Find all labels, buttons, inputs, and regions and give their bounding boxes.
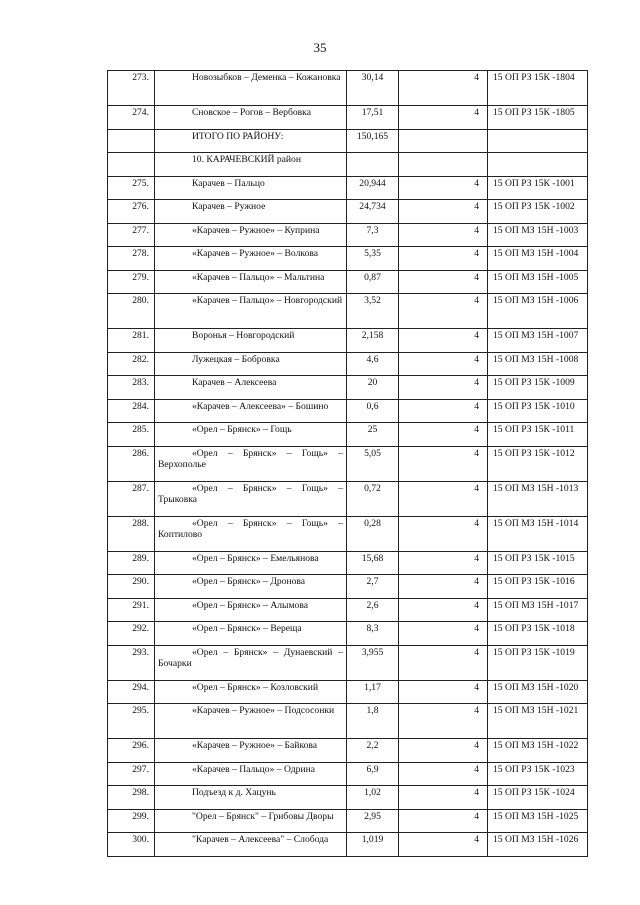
row-number-cell: 281.	[108, 329, 155, 353]
road-name-cell	[155, 739, 347, 763]
row-number-cell	[108, 129, 155, 153]
road-code-cell	[488, 153, 588, 177]
row-number-cell: 298.	[108, 786, 155, 810]
row-number-cell: 290.	[108, 575, 155, 599]
road-name-cell	[155, 809, 347, 833]
row-number-cell: 279.	[108, 270, 155, 294]
row-number-cell: 285.	[108, 423, 155, 447]
road-name-cell	[155, 680, 347, 704]
road-name-text: ИТОГО ПО РАЙОНУ:	[192, 130, 284, 142]
road-code-cell: 15 ОП РЗ 15К -1805	[488, 106, 588, 130]
row-number-cell: 274.	[108, 106, 155, 130]
road-name-cell	[155, 329, 347, 353]
category-cell: 4	[399, 598, 488, 622]
row-number-cell: 284.	[108, 399, 155, 423]
table-row	[108, 129, 588, 153]
table-row	[108, 352, 588, 376]
length-cell: 5,05	[347, 446, 399, 481]
table-row	[108, 399, 588, 423]
road-code-cell: 15 ОП МЗ 15Н -1026	[488, 833, 588, 857]
table-row	[108, 622, 588, 646]
table-row	[108, 786, 588, 810]
category-cell: 4	[399, 399, 488, 423]
road-name-cell	[155, 446, 347, 481]
road-code-cell: 15 ОП МЗ 15Н -1007	[488, 329, 588, 353]
road-name-cell	[155, 153, 347, 177]
road-name-cell	[155, 481, 347, 516]
road-name-text: «Карачев – Пальцо» – Новгородский	[192, 295, 343, 306]
row-number-cell: 288.	[108, 516, 155, 551]
table-row	[108, 446, 588, 481]
row-number-cell: 273.	[108, 71, 155, 106]
road-name-text: Подъезд к д. Хацунь	[192, 787, 276, 798]
length-cell: 2,95	[347, 809, 399, 833]
table-row	[108, 680, 588, 704]
road-code-cell: 15 ОП РЗ 15К -1023	[488, 762, 588, 786]
row-number-cell: 292.	[108, 622, 155, 646]
length-cell: 25	[347, 423, 399, 447]
roads-table	[107, 70, 588, 857]
length-cell: 15,68	[347, 551, 399, 575]
road-code-cell: 15 ОП РЗ 15К -1018	[488, 622, 588, 646]
road-code-cell: 15 ОП МЗ 15Н -1005	[488, 270, 588, 294]
table-row	[108, 153, 588, 177]
row-number-cell: 289.	[108, 551, 155, 575]
road-name-cell	[155, 200, 347, 224]
length-cell: 24,734	[347, 200, 399, 224]
road-code-cell: 15 ОП МЗ 15Н -1014	[488, 516, 588, 551]
table-row	[108, 762, 588, 786]
road-name-cell	[155, 270, 347, 294]
length-cell: 30,14	[347, 71, 399, 106]
category-cell: 4	[399, 739, 488, 763]
category-cell: 4	[399, 176, 488, 200]
category-cell: 4	[399, 833, 488, 857]
table-row	[108, 809, 588, 833]
road-name-text: «Карачев – Ружное» – Волкова	[192, 248, 319, 259]
length-cell: 1,019	[347, 833, 399, 857]
road-name-cell	[155, 223, 347, 247]
road-name-cell	[155, 106, 347, 130]
category-cell: 4	[399, 809, 488, 833]
road-name-text: «Орел – Брянск» – Козловский	[192, 681, 319, 693]
category-cell: 4	[399, 622, 488, 646]
table-row	[108, 71, 588, 106]
category-cell: 4	[399, 294, 488, 329]
length-cell: 3,955	[347, 645, 399, 680]
road-name-text: Лужецкая – Бобровка	[192, 353, 280, 365]
road-code-cell: 15 ОП РЗ 15К -1009	[488, 376, 588, 400]
row-number-cell: 299.	[108, 809, 155, 833]
category-cell: 4	[399, 247, 488, 271]
category-cell: 4	[399, 516, 488, 551]
row-number-cell: 283.	[108, 376, 155, 400]
category-cell: 4	[399, 106, 488, 130]
length-cell: 4,6	[347, 352, 399, 376]
category-cell: 4	[399, 575, 488, 599]
category-cell: 4	[399, 270, 488, 294]
road-name-cell	[155, 704, 347, 739]
road-code-cell: 15 ОП РЗ 15К -1012	[488, 446, 588, 481]
table-row	[108, 516, 588, 551]
road-name-cell	[155, 176, 347, 200]
category-cell: 4	[399, 786, 488, 810]
table-row	[108, 176, 588, 200]
road-name-cell	[155, 71, 347, 106]
road-name-cell	[155, 833, 347, 857]
row-number-cell: 297.	[108, 762, 155, 786]
category-cell: 4	[399, 423, 488, 447]
category-cell: 4	[399, 352, 488, 376]
length-cell: 7,3	[347, 223, 399, 247]
row-number-cell: 293.	[108, 645, 155, 680]
table-row	[108, 329, 588, 353]
category-cell: 4	[399, 481, 488, 516]
road-name-text: «Орел – Брянск» – Гощь» – Трыковка	[158, 482, 343, 505]
road-name-cell	[155, 294, 347, 329]
road-name-text: «Орел – Брянск» – Вереща	[192, 623, 302, 634]
road-code-cell: 15 ОП РЗ 15К -1002	[488, 200, 588, 224]
length-cell: 3,52	[347, 294, 399, 329]
road-code-cell: 15 ОП МЗ 15Н -1006	[488, 294, 588, 329]
road-code-cell: 15 ОП МЗ 15Н -1025	[488, 809, 588, 833]
table-row	[108, 106, 588, 130]
row-number-cell: 280.	[108, 294, 155, 329]
road-code-cell: 15 ОП МЗ 15Н -1022	[488, 739, 588, 763]
page-number: 35	[313, 40, 327, 55]
road-code-cell: 15 ОП РЗ 15К -1019	[488, 645, 588, 680]
road-code-cell: 15 ОП РЗ 15К -1010	[488, 399, 588, 423]
road-code-cell: 15 ОП МЗ 15Н -1013	[488, 481, 588, 516]
category-cell: 4	[399, 762, 488, 786]
road-name-text: Новозыбков – Деменка – Кожановка	[192, 72, 341, 83]
road-name-cell	[155, 352, 347, 376]
category-cell: 4	[399, 376, 488, 400]
category-cell	[399, 153, 488, 177]
row-number-cell: 294.	[108, 680, 155, 704]
road-name-text: «Карачев – Пальцо» – Одрина	[192, 763, 315, 775]
length-cell: 6,9	[347, 762, 399, 786]
road-code-cell: 15 ОП РЗ 15К -1015	[488, 551, 588, 575]
road-name-text: «Карачев – Ружное» – Байкова	[192, 740, 318, 751]
length-cell: 2,7	[347, 575, 399, 599]
row-number-cell: 278.	[108, 247, 155, 271]
road-name-text: «Орел – Брянск» – Алымова	[192, 599, 309, 611]
roads-table-body	[108, 71, 588, 857]
road-name-text: 10. КАРАЧЕВСКИЙ район	[192, 154, 301, 165]
row-number-cell: 287.	[108, 481, 155, 516]
category-cell: 4	[399, 329, 488, 353]
row-number-cell: 300.	[108, 833, 155, 857]
road-name-cell	[155, 376, 347, 400]
road-name-text: "Орел – Брянск" – Грибовы Дворы	[192, 810, 334, 822]
category-cell: 4	[399, 200, 488, 224]
road-code-cell: 15 ОП РЗ 15К -1001	[488, 176, 588, 200]
road-name-text: «Орел – Брянск» – Гощь» – Коптилово	[158, 517, 343, 540]
length-cell: 2,2	[347, 739, 399, 763]
length-cell: 1,8	[347, 704, 399, 739]
road-name-text: Карачев – Пальцо	[192, 177, 265, 189]
row-number-cell: 277.	[108, 223, 155, 247]
length-cell: 20	[347, 376, 399, 400]
category-cell: 4	[399, 704, 488, 739]
road-name-cell	[155, 516, 347, 551]
road-name-cell	[155, 598, 347, 622]
category-cell: 4	[399, 551, 488, 575]
table-row	[108, 645, 588, 680]
length-cell: 0,72	[347, 481, 399, 516]
road-name-text: «Орел – Брянск» – Дунаевский – Бочарки	[158, 646, 343, 669]
road-name-text: Воронья – Новгородский	[192, 330, 295, 341]
table-row	[108, 376, 588, 400]
category-cell	[399, 129, 488, 153]
length-cell: 8,3	[347, 622, 399, 646]
road-name-cell	[155, 645, 347, 680]
row-number-cell: 291.	[108, 598, 155, 622]
road-code-cell: 15 ОП МЗ 15Н -1021	[488, 704, 588, 739]
length-cell: 2,6	[347, 598, 399, 622]
length-cell: 0,28	[347, 516, 399, 551]
table-row	[108, 575, 588, 599]
length-cell: 5,35	[347, 247, 399, 271]
road-name-text: «Орел – Брянск» – Дронова	[192, 576, 306, 587]
road-name-text: "Карачев – Алексеева" – Слобода	[192, 834, 329, 845]
road-name-cell	[155, 762, 347, 786]
road-name-text: «Орел – Брянск» – Емельянова	[192, 552, 319, 564]
length-cell: 20,944	[347, 176, 399, 200]
road-name-cell	[155, 551, 347, 575]
road-code-cell: 15 ОП МЗ 15Н -1020	[488, 680, 588, 704]
road-name-text: Карачев – Алексеева	[192, 377, 277, 388]
length-cell: 1,17	[347, 680, 399, 704]
category-cell: 4	[399, 71, 488, 106]
road-name-text: Карачев – Ружное	[192, 201, 266, 212]
category-cell: 4	[399, 645, 488, 680]
length-cell: 150,165	[347, 129, 399, 153]
table-row	[108, 247, 588, 271]
table-row	[108, 223, 588, 247]
row-number-cell: 296.	[108, 739, 155, 763]
row-number-cell: 282.	[108, 352, 155, 376]
length-cell: 2,158	[347, 329, 399, 353]
road-name-text: «Орел – Брянск» – Гощь» – Верхополье	[158, 447, 343, 470]
row-number-cell: 276.	[108, 200, 155, 224]
table-row	[108, 294, 588, 329]
road-name-text: «Карачев – Пальцо» – Мальтина	[192, 271, 325, 283]
road-name-cell	[155, 575, 347, 599]
category-cell: 4	[399, 680, 488, 704]
road-code-cell: 15 ОП МЗ 15Н -1003	[488, 223, 588, 247]
category-cell: 4	[399, 446, 488, 481]
road-code-cell: 15 ОП РЗ 15К -1016	[488, 575, 588, 599]
road-code-cell: 15 ОП РЗ 15К -1024	[488, 786, 588, 810]
table-row	[108, 833, 588, 857]
road-code-cell: 15 ОП РЗ 15К -1011	[488, 423, 588, 447]
road-name-cell	[155, 423, 347, 447]
road-name-cell	[155, 786, 347, 810]
road-name-text: «Карачев – Ружное» – Куприна	[192, 224, 320, 236]
table-row	[108, 270, 588, 294]
row-number-cell: 275.	[108, 176, 155, 200]
table-row	[108, 481, 588, 516]
road-code-cell: 15 ОП РЗ 15К -1804	[488, 71, 588, 106]
length-cell: 0,6	[347, 399, 399, 423]
row-number-cell: 295.	[108, 704, 155, 739]
road-name-text: Сновское – Рогов – Вербовка	[192, 107, 311, 118]
row-number-cell	[108, 153, 155, 177]
length-cell: 0,87	[347, 270, 399, 294]
road-name-cell	[155, 399, 347, 423]
table-row	[108, 739, 588, 763]
length-cell: 17,51	[347, 106, 399, 130]
table-row	[108, 598, 588, 622]
road-name-text: «Карачев – Алексеева» – Бошино	[192, 400, 329, 412]
road-name-text: «Орел – Брянск» – Гощь	[192, 424, 292, 435]
road-name-cell	[155, 247, 347, 271]
road-name-text: «Карачев – Ружное» – Подсосонки	[192, 705, 335, 716]
road-code-cell: 15 ОП МЗ 15Н -1004	[488, 247, 588, 271]
table-row	[108, 551, 588, 575]
road-name-cell	[155, 622, 347, 646]
length-cell	[347, 153, 399, 177]
table-row	[108, 200, 588, 224]
road-code-cell: 15 ОП МЗ 15Н -1008	[488, 352, 588, 376]
table-row	[108, 704, 588, 739]
length-cell: 1,02	[347, 786, 399, 810]
road-code-cell	[488, 129, 588, 153]
road-code-cell: 15 ОП МЗ 15Н -1017	[488, 598, 588, 622]
row-number-cell: 286.	[108, 446, 155, 481]
category-cell: 4	[399, 223, 488, 247]
table-row	[108, 423, 588, 447]
road-name-cell	[155, 129, 347, 153]
